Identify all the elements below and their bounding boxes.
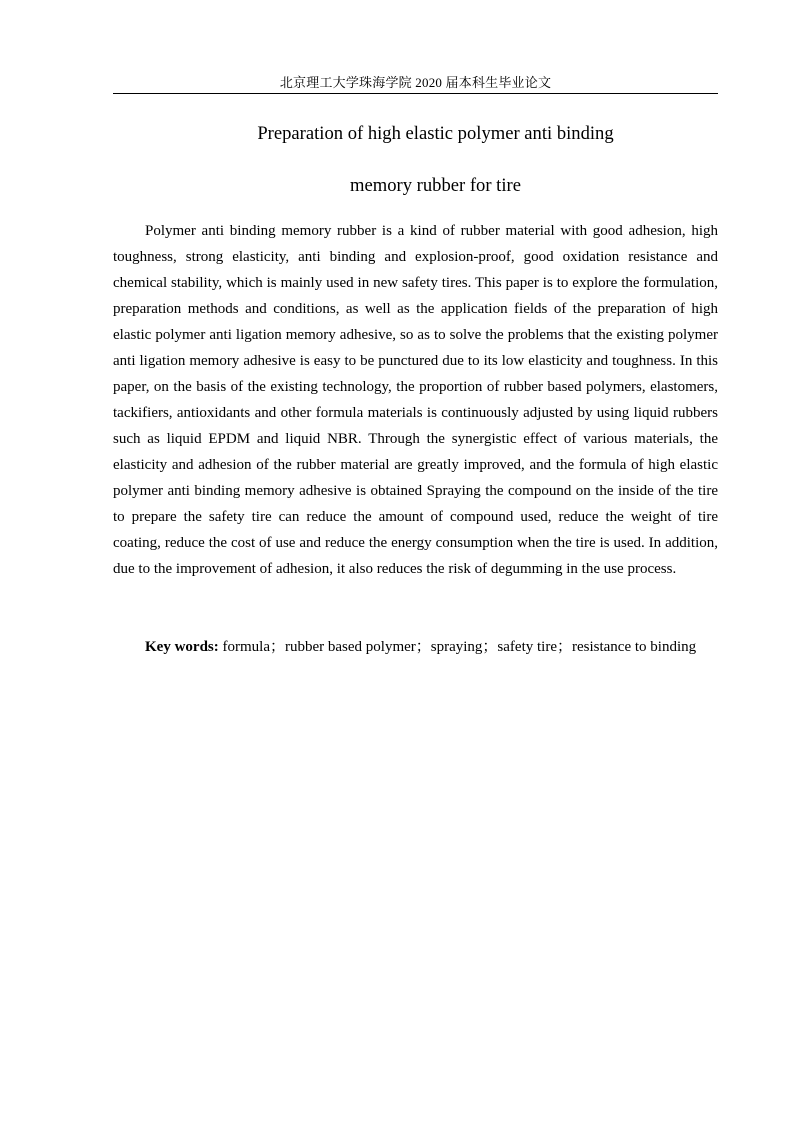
keywords-text: formula；rubber based polymer；spraying；safety tire；resistance to binding	[218, 639, 697, 655]
abstract-paragraph: Polymer anti binding memory rubber is a kind of rubber material with good adhesion, high toughness, strong elasticity, anti binding and explosion-proof, good oxidation resistance and chemical stability, which is mainly used in new safety tires. This paper is to explore the formulation, preparation methods and conditions, as well as the application fields of the preparation of high elastic polymer anti ligation memory adhesive, so as to solve the problems that the existing polymer anti ligation memory adhesive is easy to be punctured due to its low elasticity and toughness. In this paper, on the basis of the existing technology, the proportion of rubber based polymers, elastomers, tackifiers, antioxidants and other formula materials is continuously adjusted by using liquid rubbers such as liquid EPDM and liquid NBR. Through the synergistic effect of various materials, the elasticity and adhesion of the rubber material are greatly improved, and the formula of high elastic polymer anti binding memory adhesive is obtained Spraying the compound on the inside of the tire to prepare the safety tire can reduce the amount of compound used, reduce the weight of tire coating, reduce the cost of use and reduce the energy consumption when the tire is used. In addition, due to the improvement of adhesion, it also reduces the risk of degumming in the use process.	[113, 223, 718, 577]
keywords-label: Key words:	[145, 639, 219, 655]
header-rule	[113, 93, 718, 94]
title-line-2: memory rubber for tire	[350, 175, 521, 196]
title-line-1: Preparation of high elastic polymer anti binding	[257, 123, 614, 144]
page-header: 北京理工大学珠海学院 2020 届本科生毕业论文	[279, 75, 552, 90]
keywords-line	[113, 634, 718, 660]
